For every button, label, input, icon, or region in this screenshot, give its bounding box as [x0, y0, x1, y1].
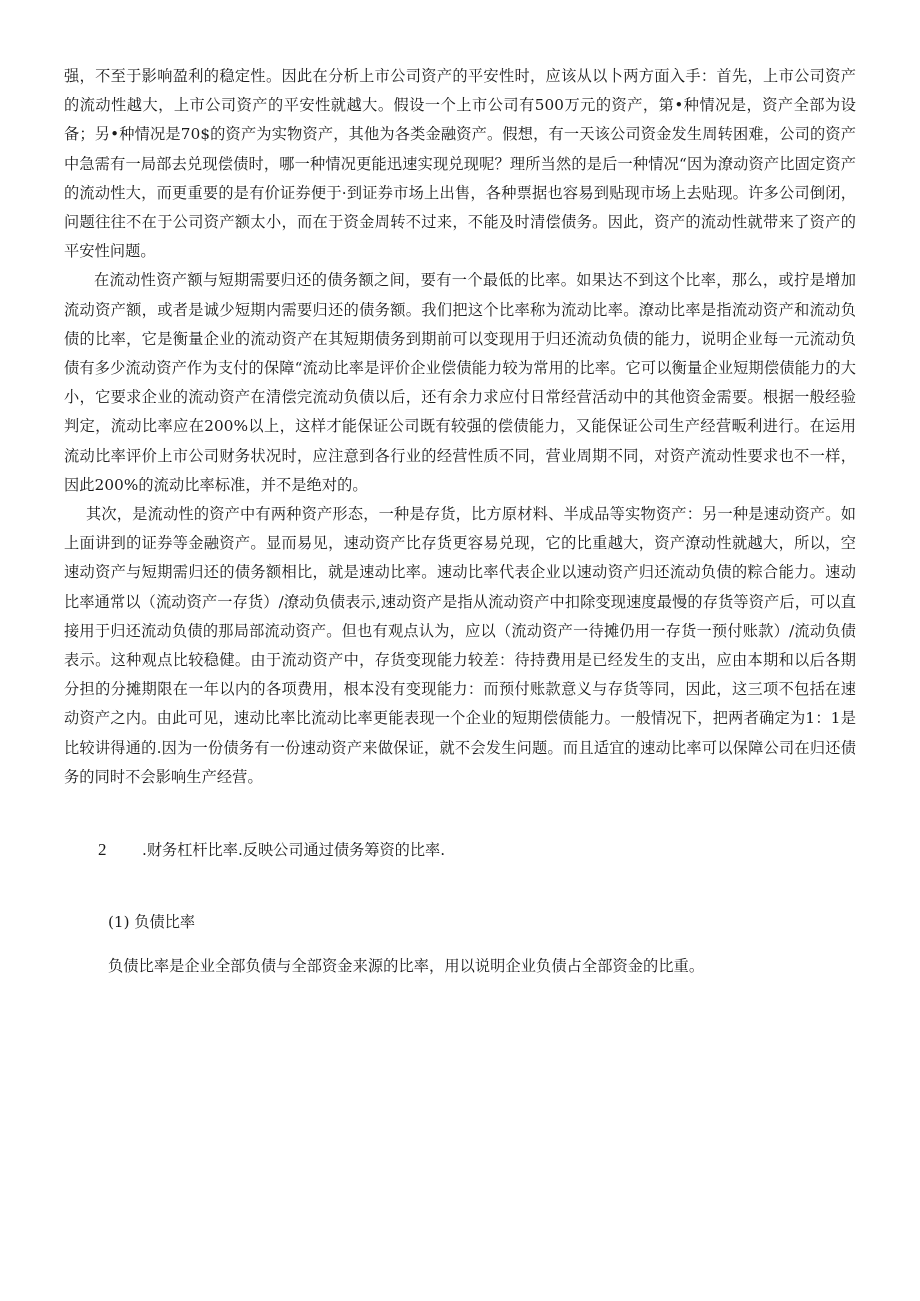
- body-paragraph-final: 负债比率是企业全部负债与全部资金来源的比率，用以说明企业负债占全部资金的比重。: [108, 957, 705, 976]
- document-page: [64, 62, 856, 981]
- body-paragraph-2: 在流动性资产额与短期需要归还的债务额之间，要有一个最低的比率。如果达不到这个比率，那么，或拧是增加流动资产额，或者是诚少短期内需要归还的债务额。我们把这个比率称为流动比率。潦动比率是指流动资产和流动负债的比率，它是衡量企业的流动资产在其短期债务到期前可以变现用于归还流动负债的能力，说明企业每一元流动负债有多少流动资产作为支付的保障“流动比率是评价企业偿债能力较为常用的比率。它可以衡量企业短期偿债能力的大小，它要求企业的流动资产在清偿完流动负债以后，还有余力求应付日常经营活动中的其他资金需要。根据一般经验判定，流动比率应在200%以上，这样才能保证公司既有较强的偿债能力，又能保证公司生产经营畈利进行。在运用流动比率评价上市公司财务状况时，应注意到各行业的经营性质不同，营业周期不同，对资产流动性要求也不一样，因此200%的流动比率标准，并不是绝对的。: [64, 271, 856, 494]
- section-title: .财务杠杆比率.反映公司通过债务筹资的比率.: [142, 841, 446, 860]
- section-heading: [64, 838, 856, 862]
- body-paragraph-3: 其次，是流动性的资产中有两种资产形态，一种是存货，比方原材料、半成品等实物资产：另一种是速动资产。如上面讲到的证券等金融资产。显而易见，速动资产比存货更容易兑现，它的比重越大，资产潦动性就越大，所以，空速动资产与短期需归还的债务额相比，就是速动比率。速动比率代表企业以速动资产归还流动负债的粽合能力。速动比率通常以（流动资产一存货）/潦动负债表示,速动资产是指从流动资产中扣除变现速度最慢的存货等资产后，可以直接用于归还流动负债的那局部流动资产。但也有观点认为，应以（流动资产一待摊仍用一存货一预付账款）/流动负债表示。这种观点比较稳健。由于流动资产中，存货变现能力较差：待持费用是已经发生的支出，应由本期和以后各期分担的分摊期限在一年以内的各项费用，根本没有变现能力：而预付账款意义与存货等同，因此，这三项不包括在速动资产之内。由此可见，速动比率比流动比率更能表现一个企业的短期偿债能力。一般情况下，把两者确定为1：1是比较讲得通的.因为一份债务有一份速动资产来做保证，就不会发生问题。而且适宜的速动比率可以保障公司在归还债务的同时不会影响生产经营。: [64, 505, 856, 786]
- section-number: 2: [98, 840, 107, 860]
- subsection-heading: (1) 负债比率: [108, 913, 196, 932]
- body-paragraph-1: 强，不至于影响盈利的稳定性。因此在分析上市公司资产的平安性时，应该从以卜两方面入手：首先，上市公司资产的流动性越大，上市公司资产的平安性就越大。假设一个上市公司有500万元的资产，第•种情况是，资产全部为设备；另•种情况是70$的资产为实物资产，其他为各类金融资产。假想，有一天该公司资金发生周转困难，公司的资产中急需有一局部去兑现偿债时，哪一种情况更能迅速实现兑现呢？理所当然的是后一种情况“因为潦动资产比固定资产的流动性大，而更重要的是有价证券便于·到证券市场上出售，各种票据也容易到贴现市场上去贴现。许多公司倒闭，问题往往不在于公司资产额太小，而在于资金周转不过来，不能及时清偿债务。因此，资产的流动性就带来了资产的平安性问题。: [64, 67, 856, 261]
